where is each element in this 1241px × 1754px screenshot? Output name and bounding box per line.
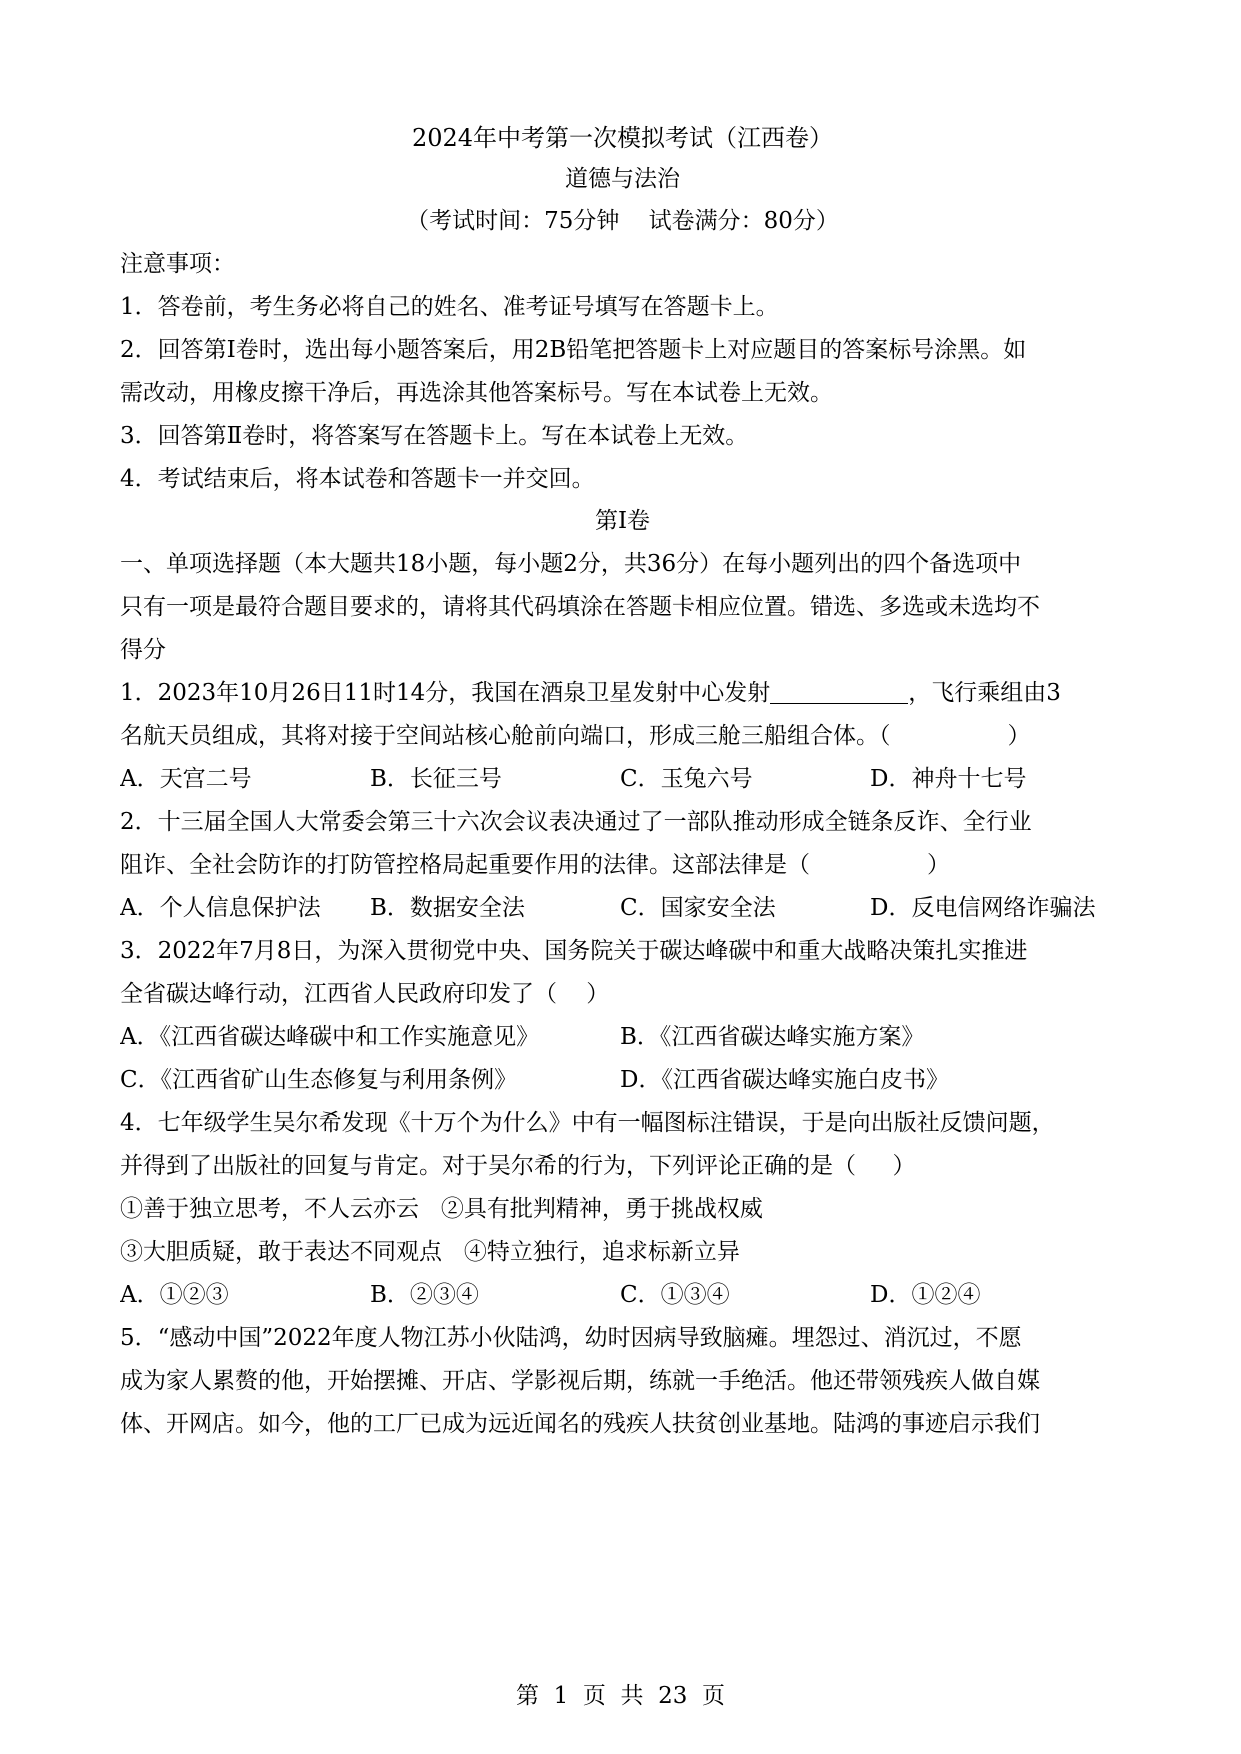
q3-option-d: D．《江西省碳达峰实施白皮书》	[620, 1067, 949, 1093]
q2-option-d: D．反电信网络诈骗法	[870, 895, 1096, 921]
q4-option-a: A．①②③	[120, 1282, 229, 1308]
q1-answer-blank	[770, 677, 908, 704]
note-2-line-1: 2．回答第Ⅰ卷时，选出每小题答案后，用2B铅笔把答题卡上对应题目的答案标号涂黑。如	[120, 337, 1027, 363]
q4-option-b: B．②③④	[370, 1282, 479, 1308]
q2-stem-line-2: 阻诈、全社会防诈的打防管控格局起重要作用的法律。这部法律是（ ）	[120, 852, 950, 878]
q3-option-a: A．《江西省碳达峰碳中和工作实施意见》	[120, 1024, 540, 1050]
notes-heading: 注意事项：	[120, 251, 235, 277]
q5-stem-line-1: 5．“感动中国”2022年度人物江苏小伙陆鸿，幼时因病导致脑瘫。埋怨过、消沉过，不愿	[120, 1325, 1022, 1351]
q4-items-line-1: ①善于独立思考，不人云亦云 ②具有批判精神，勇于挑战权威	[120, 1196, 763, 1222]
q3-option-b: B．《江西省碳达峰实施方案》	[620, 1024, 925, 1050]
q4-option-c: C．①③④	[620, 1282, 730, 1308]
q2-option-b: B．数据安全法	[370, 895, 525, 921]
q2-options	[120, 884, 1125, 932]
q1-options	[120, 755, 1125, 803]
q1-option-b: B．长征三号	[370, 766, 502, 792]
section-intro-line-2: 只有一项是最符合题目要求的，请将其代码填涂在答题卡相应位置。错选、多选或未选均不	[120, 594, 1040, 620]
note-3: 3．回答第Ⅱ卷时，将答案写在答题卡上。写在本试卷上无效。	[120, 423, 749, 449]
q1-option-a: A．天宫二号	[120, 766, 252, 792]
exam-info: （考试时间：75分钟 试卷满分：80分）	[406, 208, 839, 234]
q2-option-a: A．个人信息保护法	[120, 895, 321, 921]
q3-options-row-1	[120, 1013, 1125, 1061]
note-2-line-2: 需改动，用橡皮擦干净后，再选涂其他答案标号。写在本试卷上无效。	[120, 380, 833, 406]
exam-title: 2024年中考第一次模拟考试（江西卷）	[411, 124, 834, 152]
section-title: 第Ⅰ卷	[594, 508, 651, 534]
q3-stem-line-1: 3．2022年7月8日，为深入贯彻党中央、国务院关于碳达峰碳中和重大战略决策扎实推进	[120, 938, 1028, 964]
q1-option-d: D．神舟十七号	[870, 766, 1027, 792]
q4-items-line-2: ③大胆质疑，敢于表达不同观点 ④特立独行，追求标新立异	[120, 1239, 740, 1265]
q1-stem-line-2: 名航天员组成，其将对接于空间站核心舱前向端口，形成三舱三船组合体。（ ）	[120, 723, 1031, 749]
q4-stem-line-2: 并得到了出版社的回复与肯定。对于吴尔希的行为，下列评论正确的是（ ）	[120, 1153, 916, 1179]
q4-stem-line-1: 4．七年级学生吴尔希发现《十万个为什么》中有一幅图标注错误，于是向出版社反馈问题，	[120, 1110, 1055, 1136]
q5-stem-line-3: 体、开网店。如今，他的工厂已成为远近闻名的残疾人扶贫创业基地。陆鸿的事迹启示我们	[120, 1411, 1040, 1437]
q2-stem-line-1: 2．十三届全国人大常委会第三十六次会议表决通过了一部队推动形成全链条反诈、全行业	[120, 809, 1032, 835]
page-footer: 第 1 页 共 23 页	[515, 1683, 725, 1709]
note-1: 1．答卷前，考生务必将自己的姓名、准考证号填写在答题卡上。	[120, 294, 779, 320]
note-4: 4．考试结束后，将本试卷和答题卡一并交回。	[120, 466, 595, 492]
section-intro-line-1: 一、单项选择题（本大题共18小题，每小题2分，共36分）在每小题列出的四个备选项中	[120, 551, 1022, 577]
q1-stem-line-1	[120, 669, 1125, 717]
q1-stem-text-b: ，飞行乘组由3	[908, 680, 1061, 706]
q3-stem-line-2: 全省碳达峰行动，江西省人民政府印发了（ ）	[120, 981, 610, 1007]
q3-option-c: C．《江西省矿山生态修复与利用条例》	[120, 1067, 518, 1093]
section-intro-line-3: 得分	[120, 637, 166, 663]
q1-option-c: C．玉兔六号	[620, 766, 753, 792]
subject-title: 道德与法治	[565, 166, 680, 192]
q1-stem-text-a: 1．2023年10月26日11时14分，我国在酒泉卫星发射中心发射	[120, 680, 771, 706]
q3-options-row-2	[120, 1056, 1125, 1104]
q4-options	[120, 1271, 1125, 1319]
q5-stem-line-2: 成为家人累赘的他，开始摆摊、开店、学影视后期，练就一手绝活。他还带领残疾人做自媒	[120, 1368, 1040, 1394]
q2-option-c: C．国家安全法	[620, 895, 776, 921]
q4-option-d: D．①②④	[870, 1282, 981, 1308]
